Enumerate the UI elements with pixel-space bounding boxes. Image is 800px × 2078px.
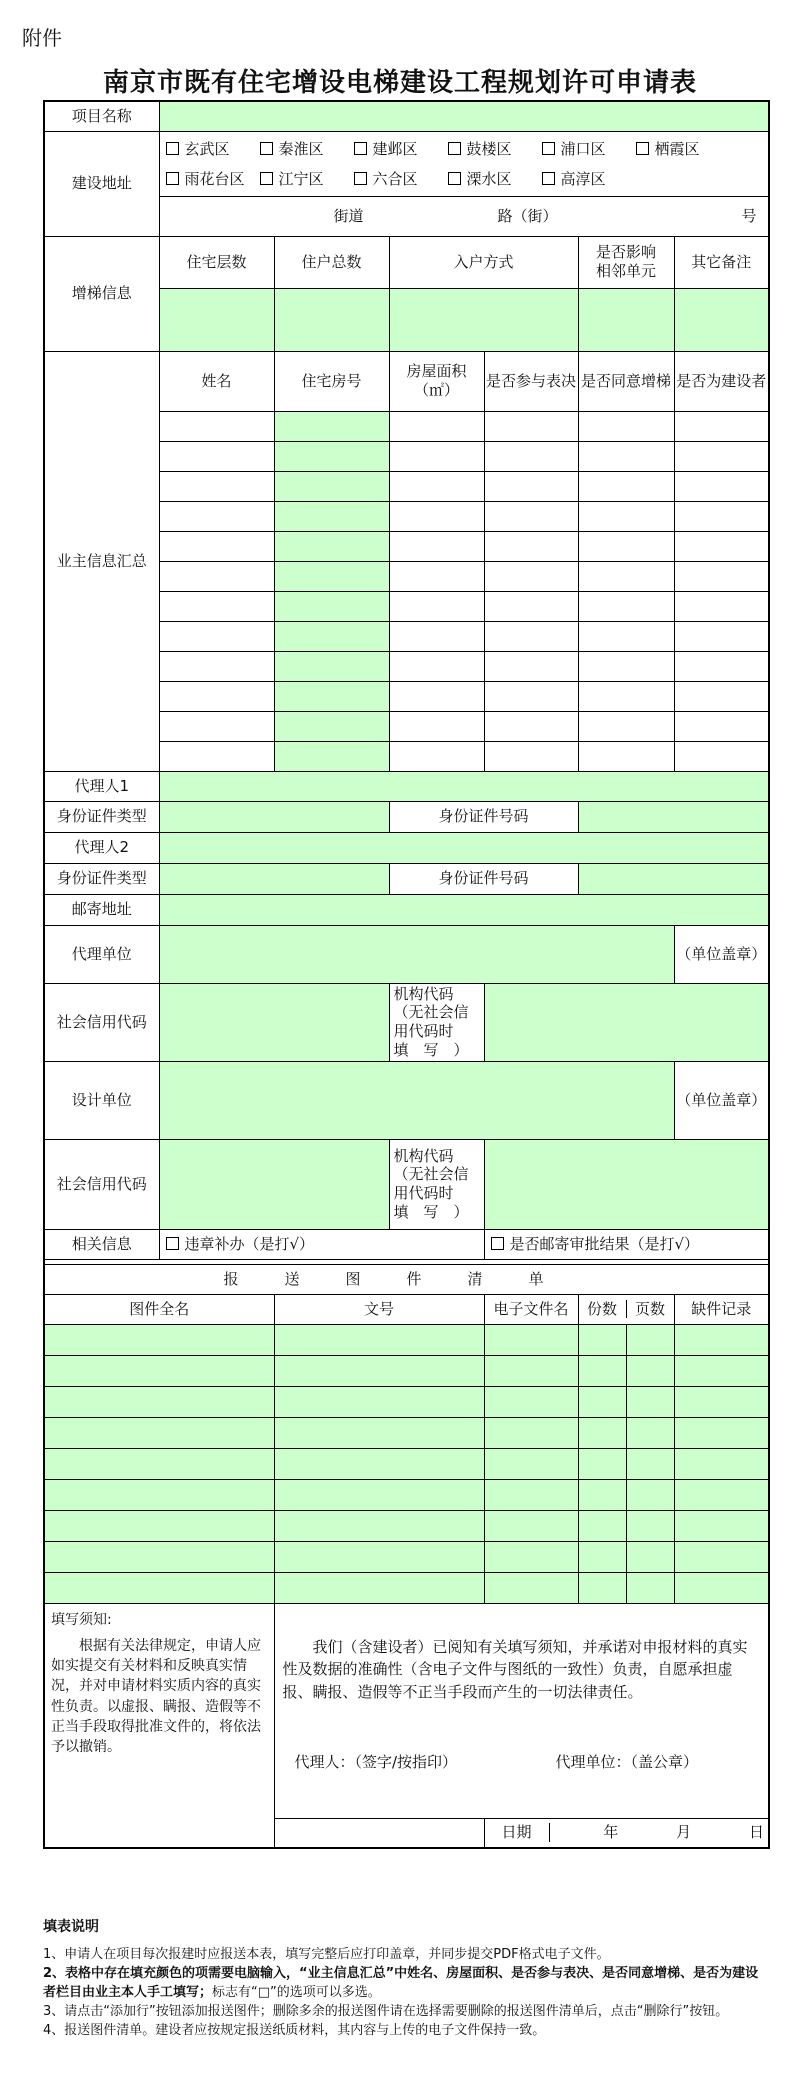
owner-cell[interactable] — [484, 501, 578, 531]
room-number-header: 住宅房号 — [274, 351, 389, 411]
district-option[interactable] — [448, 134, 542, 164]
project-name-label: 项目名称 — [44, 101, 159, 131]
owner-cell[interactable] — [578, 471, 674, 501]
owner-cell[interactable] — [484, 591, 578, 621]
doc-row — [44, 1386, 769, 1417]
pages-cell[interactable] — [627, 1449, 674, 1479]
pages-cell[interactable] — [627, 1573, 674, 1603]
owner-cell[interactable] — [578, 531, 674, 561]
owner-cell[interactable] — [578, 741, 674, 771]
agree-elevator-header: 是否同意增梯 — [578, 351, 674, 411]
other-remarks-input[interactable] — [674, 288, 769, 351]
district-option[interactable] — [448, 164, 542, 194]
district-option[interactable] — [260, 164, 354, 194]
address-label: 建设地址 — [44, 131, 159, 236]
doc-cell[interactable] — [484, 1572, 578, 1603]
doc-cell[interactable] — [674, 1541, 769, 1572]
pledge-cell — [274, 1603, 769, 1818]
copies-header: 份数 — [579, 1300, 627, 1319]
doc-name-header: 图件全名 — [44, 1294, 274, 1324]
owner-summary-label: 业主信息汇总 — [44, 351, 159, 771]
owner-cell[interactable] — [389, 441, 484, 471]
copies-cell[interactable] — [579, 1480, 627, 1510]
household-count-header: 住户总数 — [274, 236, 389, 288]
instruction-item: 标志有“□”的选项可以多选。 — [212, 1985, 381, 2000]
owner-cell[interactable] — [484, 681, 578, 711]
doc-row — [44, 1324, 769, 1355]
agent2-id-type-label: 身份证件类型 — [44, 863, 159, 894]
district-option[interactable] — [166, 164, 260, 194]
owner-cell[interactable] — [274, 411, 389, 441]
doc-cell[interactable] — [44, 1417, 274, 1448]
pages-header: 页数 — [634, 1299, 665, 1318]
owner-cell[interactable] — [274, 531, 389, 561]
doc-cell[interactable] — [44, 1355, 274, 1386]
owner-cell[interactable] — [389, 471, 484, 501]
owner-cell[interactable] — [484, 411, 578, 441]
agent-unit-label: 代理单位 — [44, 925, 159, 983]
owner-cell[interactable] — [159, 591, 274, 621]
e-file-name-header: 电子文件名 — [484, 1294, 578, 1324]
attachment-label: 附件 — [22, 26, 62, 50]
agent-credit-code-input[interactable] — [159, 983, 389, 1061]
owner-cell[interactable] — [389, 711, 484, 741]
notice-heading: 填写须知: — [51, 1611, 112, 1628]
pages-cell[interactable] — [627, 1480, 674, 1510]
copies-cell[interactable] — [579, 1418, 627, 1448]
design-credit-code-input[interactable] — [159, 1139, 389, 1229]
agent1-id-number-label: 身份证件号码 — [389, 801, 578, 832]
month-label: 月 — [676, 1823, 692, 1842]
checkbox-icon[interactable] — [354, 142, 367, 155]
owner-cell[interactable] — [389, 561, 484, 591]
owner-cell[interactable] — [274, 561, 389, 591]
owner-cell[interactable] — [578, 411, 674, 441]
doc-cell[interactable] — [578, 1448, 674, 1479]
owner-cell[interactable] — [159, 651, 274, 681]
doc-row — [44, 1541, 769, 1572]
form-title: 南京市既有住宅增设电梯建设工程规划许可申请表 — [102, 68, 697, 98]
owner-cell[interactable] — [274, 621, 389, 651]
owner-cell[interactable] — [159, 681, 274, 711]
doc-cell[interactable] — [484, 1448, 578, 1479]
mail-address-input[interactable] — [159, 894, 769, 925]
owner-cell[interactable] — [274, 651, 389, 681]
doc-cell[interactable] — [578, 1386, 674, 1417]
agent1-id-number-input[interactable] — [578, 801, 769, 832]
affects-adjacent-input[interactable] — [578, 288, 674, 351]
district-option-label: 建邺区 — [372, 139, 418, 158]
doc-cell[interactable] — [674, 1386, 769, 1417]
district-option-label: 六合区 — [372, 169, 418, 188]
year-label: 年 — [603, 1823, 619, 1842]
instruction-item: 1、申请人在项目每次报建时应报送本表，填写完整后应打印盖章，并同步提交PDF格式电子文件。 — [43, 1947, 610, 1962]
owner-cell[interactable] — [389, 591, 484, 621]
owner-cell[interactable] — [578, 651, 674, 681]
district-checkbox-list — [160, 134, 769, 194]
date-label: 日期 — [485, 1823, 550, 1842]
owner-cell[interactable] — [389, 411, 484, 441]
owner-cell[interactable] — [159, 411, 274, 441]
notice-cell — [44, 1603, 274, 1848]
owner-cell[interactable] — [274, 591, 389, 621]
agent1-input[interactable] — [159, 771, 769, 801]
district-option[interactable] — [260, 134, 354, 164]
checkbox-icon[interactable] — [448, 142, 461, 155]
doc-row — [44, 1572, 769, 1603]
doc-cell[interactable] — [578, 1479, 674, 1510]
district-option[interactable] — [542, 134, 636, 164]
district-option[interactable] — [354, 164, 448, 194]
doc-cell[interactable] — [274, 1324, 484, 1355]
doc-row — [44, 1510, 769, 1541]
owner-cell[interactable] — [674, 711, 769, 741]
agent1-id-type-input[interactable] — [159, 801, 389, 832]
doc-cell[interactable] — [578, 1510, 674, 1541]
instruction-item: 3、请点击“添加行”按钮添加报送图件；删除多余的报送图件请在选择需要删除的报送图件清单后，点击“删除行”按钮。 — [43, 2004, 729, 2019]
doc-cell[interactable] — [578, 1572, 674, 1603]
checkbox-icon[interactable] — [260, 142, 273, 155]
doc-cell[interactable] — [674, 1324, 769, 1355]
agent-unit-input[interactable] — [159, 925, 674, 983]
owner-cell[interactable] — [674, 561, 769, 591]
owner-cell[interactable] — [674, 501, 769, 531]
checkbox-icon[interactable] — [542, 142, 555, 155]
district-option-label: 鼓楼区 — [466, 139, 512, 158]
agent1-label: 代理人1 — [44, 771, 159, 801]
owner-cell[interactable] — [389, 651, 484, 681]
owner-cell[interactable] — [674, 441, 769, 471]
owner-cell[interactable] — [389, 621, 484, 651]
related-info-label: 相关信息 — [44, 1229, 159, 1259]
instruction-item: 2、表格中存在填充颜色的项需要电脑输入，“业主信息汇总”中姓名、房屋面积、是否参与表决、是否同意增梯、是否为建设者栏目由业主本人手工填写； — [43, 1966, 759, 2000]
pages-cell[interactable] — [627, 1325, 674, 1355]
district-option[interactable] — [636, 134, 730, 164]
owner-cell[interactable] — [389, 681, 484, 711]
doc-cell[interactable] — [578, 1541, 674, 1572]
doc-cell[interactable] — [484, 1541, 578, 1572]
district-option[interactable] — [166, 134, 260, 164]
owner-cell[interactable] — [578, 621, 674, 651]
illegal-supplement-checkbox[interactable] — [166, 1237, 179, 1250]
district-option-label: 溧水区 — [466, 169, 512, 188]
copies-cell[interactable] — [579, 1573, 627, 1603]
owner-cell[interactable] — [389, 531, 484, 561]
design-unit-label: 设计单位 — [44, 1061, 159, 1139]
copies-pages-header — [578, 1294, 674, 1324]
owner-cell[interactable] — [578, 711, 674, 741]
owner-name-header: 姓名 — [159, 351, 274, 411]
doc-cell[interactable] — [484, 1417, 578, 1448]
design-unit-seal-label: （单位盖章） — [674, 1061, 769, 1139]
mail-address-label: 邮寄地址 — [44, 894, 159, 925]
owner-cell[interactable] — [484, 441, 578, 471]
owner-cell[interactable] — [159, 501, 274, 531]
agent-org-code-input[interactable] — [484, 983, 769, 1061]
owner-cell[interactable] — [484, 651, 578, 681]
doc-cell[interactable] — [44, 1479, 274, 1510]
doc-cell[interactable] — [484, 1386, 578, 1417]
missing-record-header: 缺件记录 — [674, 1294, 769, 1324]
doc-cell[interactable] — [44, 1572, 274, 1603]
notice-body: 根据有关法律规定，申请人应如实提交有关材料和反映真实情况，并对申请材料实质内容的真实性负责。以虚报、瞒报、造假等不正当手段取得批准文件的，将依法予以撤销。 — [51, 1637, 261, 1756]
doc-number-header: 文号 — [274, 1294, 484, 1324]
entry-method-header: 入户方式 — [389, 236, 578, 288]
district-option-label: 江宁区 — [278, 169, 324, 188]
household-count-input[interactable] — [274, 288, 389, 351]
owner-cell[interactable] — [159, 711, 274, 741]
district-option-label: 玄武区 — [184, 139, 230, 158]
mail-result-checkbox[interactable] — [491, 1237, 504, 1250]
owner-cell[interactable] — [674, 651, 769, 681]
unit-sign-label: 代理单位：（盖公章） — [555, 1753, 698, 1771]
copies-cell[interactable] — [579, 1356, 627, 1386]
owner-cell[interactable] — [674, 621, 769, 651]
owner-cell[interactable] — [159, 441, 274, 471]
doc-cell[interactable] — [674, 1355, 769, 1386]
owner-cell[interactable] — [578, 681, 674, 711]
vote-participation-header: 是否参与表决 — [484, 351, 578, 411]
pages-cell[interactable] — [627, 1418, 674, 1448]
doc-cell[interactable] — [578, 1417, 674, 1448]
owner-cell[interactable] — [274, 711, 389, 741]
doc-cell[interactable] — [274, 1510, 484, 1541]
owner-cell[interactable] — [674, 471, 769, 501]
doc-cell[interactable] — [44, 1541, 274, 1572]
mail-result-label: 是否邮寄审批结果（是打√） — [509, 1234, 700, 1253]
checkbox-icon[interactable] — [354, 172, 367, 185]
owner-cell[interactable] — [578, 441, 674, 471]
doc-cell[interactable] — [274, 1355, 484, 1386]
owner-cell[interactable] — [484, 531, 578, 561]
agent-sign-label: 代理人：（签字/按指印） — [294, 1753, 458, 1771]
doc-cell[interactable] — [674, 1572, 769, 1603]
instructions — [43, 1918, 768, 2040]
checkbox-icon[interactable] — [636, 142, 649, 155]
owner-cell[interactable] — [674, 531, 769, 561]
copies-cell[interactable] — [579, 1387, 627, 1417]
doc-cell[interactable] — [44, 1510, 274, 1541]
doc-cell[interactable] — [274, 1479, 484, 1510]
project-name-input[interactable] — [159, 101, 769, 131]
pages-cell[interactable] — [627, 1542, 674, 1572]
district-option-label: 栖霞区 — [654, 139, 700, 158]
elevator-info-label: 增梯信息 — [44, 236, 159, 351]
owner-cell[interactable] — [484, 621, 578, 651]
doc-cell[interactable] — [484, 1479, 578, 1510]
doc-cell[interactable] — [44, 1386, 274, 1417]
copies-cell[interactable] — [579, 1449, 627, 1479]
affects-adjacent-header: 是否影响 相邻单元 — [578, 236, 674, 288]
agent2-label: 代理人2 — [44, 832, 159, 863]
instruction-item: 4、报送图件清单。建设者应按规定报送纸质材料，其内容与上传的电子文件保持一致。 — [43, 2023, 546, 2038]
owner-cell[interactable] — [389, 741, 484, 771]
agent2-id-type-input[interactable] — [159, 863, 389, 894]
owner-cell[interactable] — [578, 501, 674, 531]
owner-cell[interactable] — [674, 591, 769, 621]
floor-count-input[interactable] — [159, 288, 274, 351]
owner-cell[interactable] — [159, 621, 274, 651]
district-option-label: 秦淮区 — [278, 139, 324, 158]
design-credit-code-label: 社会信用代码 — [44, 1139, 159, 1229]
owner-cell[interactable] — [674, 411, 769, 441]
owner-cell[interactable] — [484, 711, 578, 741]
application-form — [43, 100, 770, 1849]
illegal-supplement-label: 违章补办（是打√） — [184, 1234, 315, 1253]
district-option-label: 高淳区 — [560, 169, 606, 188]
owner-cell[interactable] — [674, 741, 769, 771]
owner-cell[interactable] — [159, 741, 274, 771]
pages-cell[interactable] — [627, 1356, 674, 1386]
doc-cell[interactable] — [44, 1324, 274, 1355]
day-label: 日 — [748, 1823, 764, 1842]
checkbox-icon[interactable] — [448, 172, 461, 185]
owner-cell[interactable] — [159, 471, 274, 501]
doc-cell[interactable] — [274, 1448, 484, 1479]
is-builder-header: 是否为建设者 — [674, 351, 769, 411]
owner-cell[interactable] — [484, 741, 578, 771]
floor-count-header: 住宅层数 — [159, 236, 274, 288]
owner-cell[interactable] — [159, 531, 274, 561]
owner-cell[interactable] — [578, 591, 674, 621]
owner-cell[interactable] — [274, 741, 389, 771]
owner-cell[interactable] — [484, 471, 578, 501]
copies-cell[interactable] — [579, 1325, 627, 1355]
checkbox-icon[interactable] — [166, 142, 179, 155]
district-option[interactable] — [354, 134, 448, 164]
floor-area-header: 房屋面积（㎡） — [389, 351, 484, 411]
owner-cell[interactable] — [389, 501, 484, 531]
owner-cell[interactable] — [674, 681, 769, 711]
doc-cell[interactable] — [674, 1417, 769, 1448]
checkbox-icon[interactable] — [166, 172, 179, 185]
copies-cell[interactable] — [579, 1511, 627, 1541]
doc-row — [44, 1448, 769, 1479]
doc-list-title: 报送图件清单 — [44, 1264, 769, 1294]
doc-cell[interactable] — [274, 1417, 484, 1448]
other-remarks-header: 其它备注 — [674, 236, 769, 288]
design-org-code-input[interactable] — [484, 1139, 769, 1229]
owner-cell[interactable] — [274, 471, 389, 501]
district-option-label: 浦口区 — [560, 139, 606, 158]
doc-cell[interactable] — [274, 1541, 484, 1572]
owner-cell[interactable] — [159, 561, 274, 591]
doc-cell[interactable] — [484, 1510, 578, 1541]
agent2-id-number-input[interactable] — [578, 863, 769, 894]
agent2-input[interactable] — [159, 832, 769, 863]
design-org-code-label: 机构代码（无社会信用代码时 填 写 ） — [389, 1139, 484, 1229]
instructions-heading: 填表说明 — [43, 1919, 99, 1935]
doc-cell[interactable] — [674, 1448, 769, 1479]
doc-row — [44, 1417, 769, 1448]
doc-cell[interactable] — [578, 1324, 674, 1355]
doc-row — [44, 1355, 769, 1386]
number-label: 号 — [741, 206, 757, 225]
entry-method-input[interactable] — [389, 288, 578, 351]
doc-cell[interactable] — [674, 1479, 769, 1510]
design-unit-input[interactable] — [159, 1061, 674, 1139]
checkbox-icon[interactable] — [260, 172, 273, 185]
agent1-id-type-label: 身份证件类型 — [44, 801, 159, 832]
doc-cell[interactable] — [674, 1510, 769, 1541]
doc-cell[interactable] — [274, 1572, 484, 1603]
agent-unit-seal-label: （单位盖章） — [674, 925, 769, 983]
agent-org-code-label: 机构代码（无社会信用代码时 填 写 ） — [389, 983, 484, 1061]
copies-cell[interactable] — [579, 1542, 627, 1572]
agent2-id-number-label: 身份证件号码 — [389, 863, 578, 894]
doc-cell[interactable] — [578, 1355, 674, 1386]
doc-cell[interactable] — [44, 1448, 274, 1479]
road-label: 路（街） — [497, 206, 558, 225]
district-option-label: 雨花台区 — [184, 169, 245, 188]
pledge-text: 我们（含建设者）已阅知有关填写须知，并承诺对申报材料的真实性及数据的准确性（含电子文件与图纸的一致性）负责，自愿承担虚报、瞒报、造假等不正当手段而产生的一切法律责任。 — [282, 1637, 748, 1701]
owner-cell[interactable] — [578, 561, 674, 591]
agent-credit-code-label: 社会信用代码 — [44, 983, 159, 1061]
owner-cell[interactable] — [484, 561, 578, 591]
pages-cell[interactable] — [627, 1387, 674, 1417]
owner-cell[interactable] — [274, 441, 389, 471]
district-option[interactable] — [542, 164, 636, 194]
doc-cell[interactable] — [484, 1355, 578, 1386]
street-label: 街道 — [333, 206, 364, 225]
owner-cell[interactable] — [274, 501, 389, 531]
pages-cell[interactable] — [627, 1511, 674, 1541]
doc-cell[interactable] — [274, 1386, 484, 1417]
doc-cell[interactable] — [484, 1324, 578, 1355]
owner-cell[interactable] — [274, 681, 389, 711]
checkbox-icon[interactable] — [542, 172, 555, 185]
doc-row — [44, 1479, 769, 1510]
